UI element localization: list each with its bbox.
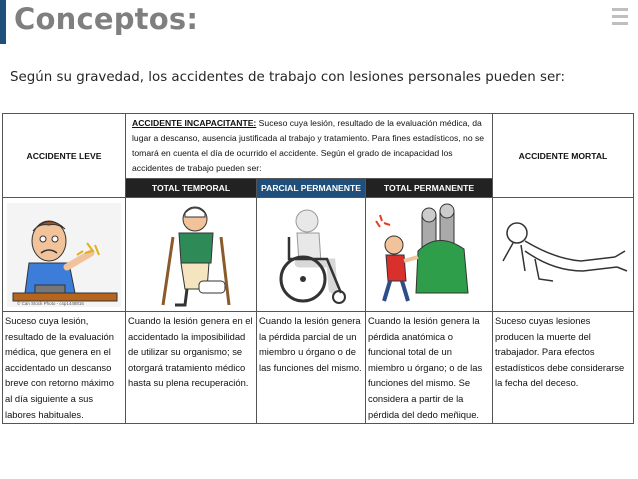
- subheader-total-temporal: TOTAL TEMPORAL: [126, 179, 257, 198]
- image-cell-total-temporal: [126, 198, 257, 312]
- header-accidente-leve: ACCIDENTE LEVE: [3, 114, 126, 198]
- description-total-permanente: Cuando la lesión genera la pérdida anatómica o funcional total de un miembro u órgano; o de las funciones del mismo. Se considera a partir de la pérdida del dedo meñique.: [366, 312, 493, 424]
- wheelchair-figure-illustration: [259, 201, 363, 309]
- image-cell-parcial-permanente: [257, 198, 366, 312]
- description-total-temporal: Cuando la lesión genera en el accidentado la imposibilidad de utilizar su organismo; se otorgará tratamiento médico hasta su plena recuperación.: [126, 312, 257, 424]
- worker-machine-accident-illustration: [368, 201, 490, 309]
- worker-hand-injury-illustration: [5, 201, 123, 309]
- description-parcial-permanente: Cuando la lesión genera la pérdida parcial de un miembro u órgano o de las funciones del mismo.: [257, 312, 366, 424]
- image-cell-total-permanente: [366, 198, 493, 312]
- header-accidente-incapacitante: [126, 114, 493, 179]
- image-cell-mortal: [493, 198, 634, 312]
- title-accent-bar: [0, 0, 6, 44]
- photo-credit: © Can Stock Photo - csp1448816: [17, 300, 84, 306]
- image-cell-leve: [3, 198, 126, 312]
- description-leve: Suceso cuya lesión, resultado de la evaluación médica, que genera en el accidentado un descanso breve con retorno máximo al día siguiente a sus labores habituales.: [3, 312, 126, 424]
- subheader-parcial-permanente: PARCIAL PERMANENTE: [257, 179, 366, 198]
- worker-crutches-illustration: [129, 201, 253, 309]
- header-accidente-mortal: ACCIDENTE MORTAL: [493, 114, 634, 198]
- description-mortal: Suceso cuyas lesiones producen la muerte del trabajador. Para efectos estadísticos debe considerarse la fecha del deceso.: [493, 312, 634, 424]
- accident-types-table: [2, 113, 634, 424]
- incapacitante-label: ACCIDENTE INCAPACITANTE:: [132, 118, 257, 128]
- fallen-worker-illustration: [495, 201, 631, 309]
- page-title: Conceptos:: [14, 2, 199, 36]
- subheader-total-permanente: TOTAL PERMANENTE: [366, 179, 493, 198]
- incapacitante-text: Suceso cuya lesión, resultado de la evaluación médica, da lugar a descanso, ausencia justificada al trabajo y tratamiento. Para fines estadísticos, no se tomará en cuenta el día de ocurrido el accidente. Según el grado de incapacidad los accidentes de trabajo pueden ser:: [132, 118, 485, 173]
- page-subtitle: Según su gravedad, los accidentes de trabajo con lesiones personales pueden ser:: [10, 70, 565, 85]
- decorative-lines: [612, 8, 628, 29]
